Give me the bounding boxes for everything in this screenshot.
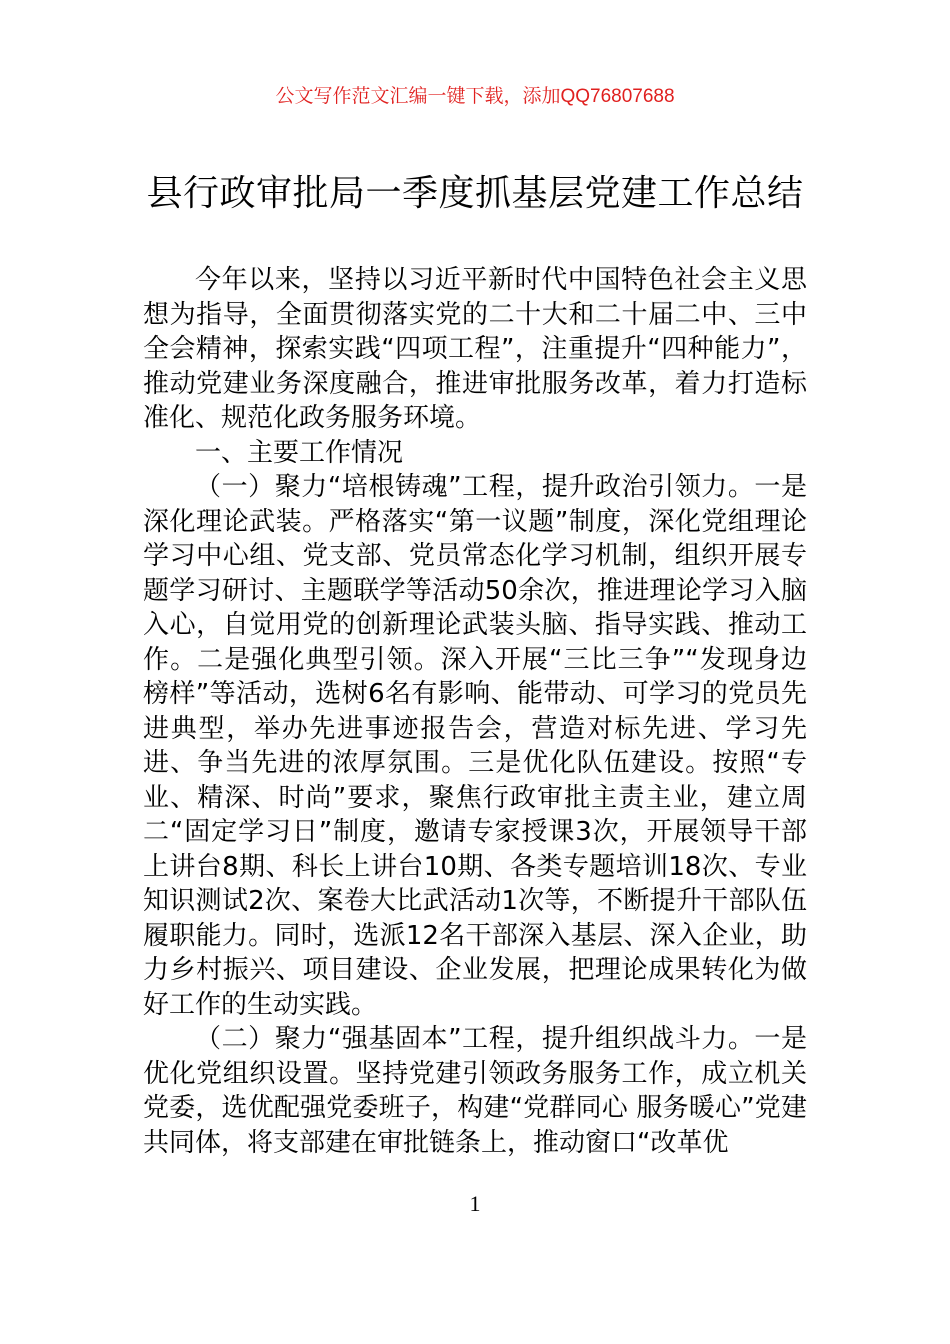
page-number: 1 [469,1191,481,1216]
paragraph-section-1: （一）聚力“培根铸魂”工程，提升政治引领力。一是深化理论武装。严格落实“第一议题”制度，深化党组理论学习中心组、党支部、党员常态化学习机制，组织开展专题学习研讨、主题联学等活动50余次，推进理论学习入脑入心，自觉用党的创新理论武装头脑、指导实践、推动工作。二是强化典型引领。深入开展“三比三争”“发现身边榜样”等活动，选树6名有影响、能带动、可学习的党员先进典型，举办先进事迹报告会，营造对标先进、学习先进、争当先进的浓厚氛围。三是优化队伍建设。按照“专业、精深、时尚”要求，聚焦行政审批主责主业，建立周二“固定学习日”制度，邀请专家授课3次，开展领导干部上讲台8期、科长上讲台10期、各类专题培训18次、专业知识测试2次、案卷大比武活动1次等，不断提升干部队伍履职能力。同时，选派12名干部深入基层、深入企业，助力乡村振兴、项目建设、企业发展，把理论成果转化为做好工作的生动实践。 [143,472,807,1020]
watermark-text: 公文写作范文汇编一键下载，添加QQ76807688 [275,86,675,107]
document-title: 县行政审批局一季度抓基层党建工作总结 [146,173,804,214]
paragraph-section-2: （二）聚力“强基固本”工程，提升组织战斗力。一是优化党组织设置。坚持党建引领政务服务工作，成立机关党委，选优配强党委班子，构建“党群同心 服务暖心”党建共同体，将支部建在审批链条上，推动窗口“改革优 [143,1024,807,1158]
paragraph-intro: 今年以来，坚持以习近平新时代中国特色社会主义思想为指导，全面贯彻落实党的二十大和二十届二中、三中全会精神，探索实践“四项工程”，注重提升“四种能力”，推动党建业务深度融合，推进审批服务改革，着力打造标准化、规范化政务服务环境。 [143,265,807,433]
section-heading: 一、主要工作情况 [195,437,404,468]
document-body [143,263,807,1160]
